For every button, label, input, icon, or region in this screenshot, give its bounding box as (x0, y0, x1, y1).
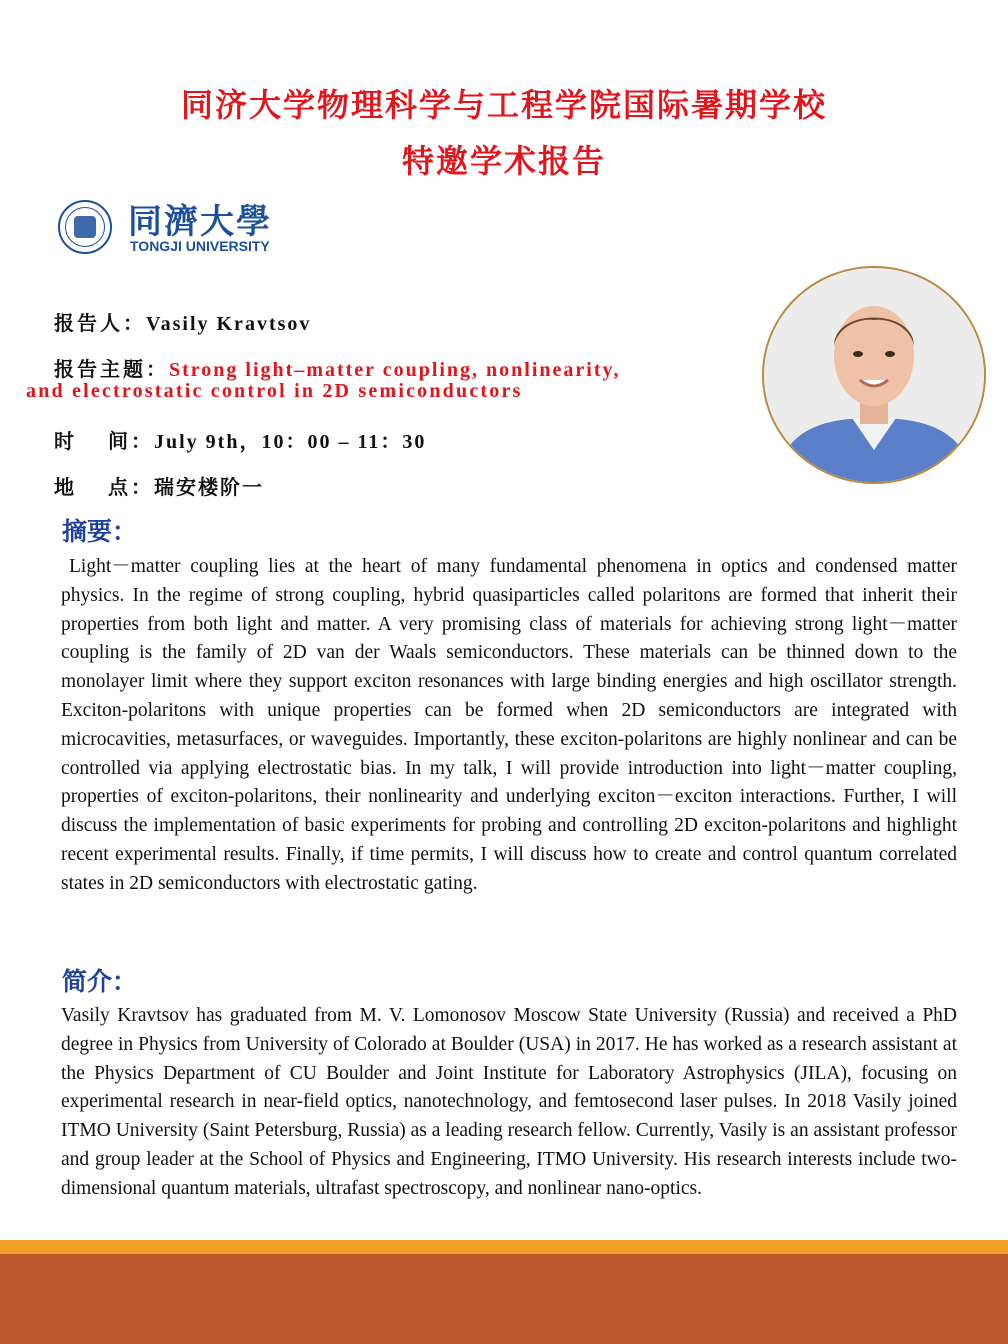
university-logo (58, 198, 298, 258)
time-row (54, 425, 426, 454)
abstract-text: Light－matter coupling lies at the heart of many fundamental phenomena in optics and condensed matter physics. In the regime of strong coupling, hybrid quasiparticles called polaritons are formed that inherit their properties from both light and matter. A very promising class of materials for achieving strong light－matter coupling is the family of 2D van der Waals semiconductors. These materials can be thinned down to the monolayer limit where they support exciton resonances with large binding energies and high oscillator strength. Exciton-polaritons with unique properties can be formed when 2D semiconductors are integrated with microcavities, metasurfaces, or waveguides. Importantly, these exciton-polaritons are highly nonlinear and can be controlled via applying electrostatic bias. In my talk, I will provide introduction into light－matter coupling, properties of exciton-polaritons, their nonlinearity and underlying exciton－exciton interactions. Further, I will discuss the implementation of basic experiments for probing and controlling 2D exciton-polaritons and highlight recent experimental results. Finally, if time permits, I will discuss how to create and control quantum correlated states in 2D semiconductors with electrostatic gating. (61, 556, 957, 894)
place-label: 地 点： (54, 477, 154, 499)
abstract-heading: 摘要： (62, 517, 138, 546)
portrait-illustration (764, 268, 984, 482)
speaker-label: 报告人： (54, 313, 146, 335)
logo-english-name: TONGJI UNIVERSITY (130, 238, 270, 254)
topic-label: 报告主题： (54, 359, 169, 381)
topic-row (54, 353, 620, 382)
topic-title-line1: Strong light–matter coupling, nonlinearity, (169, 359, 621, 381)
topic-title-line2: and electrostatic control in 2D semiconductors (26, 380, 523, 402)
university-seal-icon (58, 200, 112, 254)
time-label: 时 间： (54, 431, 154, 453)
bio-heading: 简介： (62, 967, 138, 996)
place-row (54, 471, 264, 500)
page-subtitle: 特邀学术报告 (401, 142, 606, 180)
speaker-portrait (762, 266, 986, 484)
logo-chinese-name: 同濟大學 (128, 202, 272, 242)
speaker-row (54, 307, 311, 336)
place-value: 瑞安楼阶一 (154, 477, 264, 499)
footer-accent-stripe (0, 1240, 1008, 1254)
footer-band (0, 1254, 1008, 1344)
page-title: 同济大学物理科学与工程学院国际暑期学校 (180, 86, 827, 124)
time-value: July 9th，10：00 – 11：30 (154, 431, 427, 453)
bio-text: Vasily Kravtsov has graduated from M. V. Lomonosov Moscow State University (Russia) and received a PhD degree in Physics from University of Colorado at Boulder (USA) in 2017. He has worked as a research assistant at the Physics Department of CU Boulder and Joint Institute for Laboratory Astrophysics (JILA), focusing on experimental research in near-field optics, nanotechnology, and femtosecond laser pulses. In 2018 Vasily joined ITMO University (Saint Petersburg, Russia) as a leading research fellow. Currently, Vasily is an assistant professor and group leader at the School of Physics and Engineering, ITMO University. His research interests include two-dimensional quantum materials, ultrafast spectroscopy, and nonlinear nano-optics. (61, 1005, 957, 1199)
speaker-name: Vasily Kravtsov (146, 313, 312, 335)
